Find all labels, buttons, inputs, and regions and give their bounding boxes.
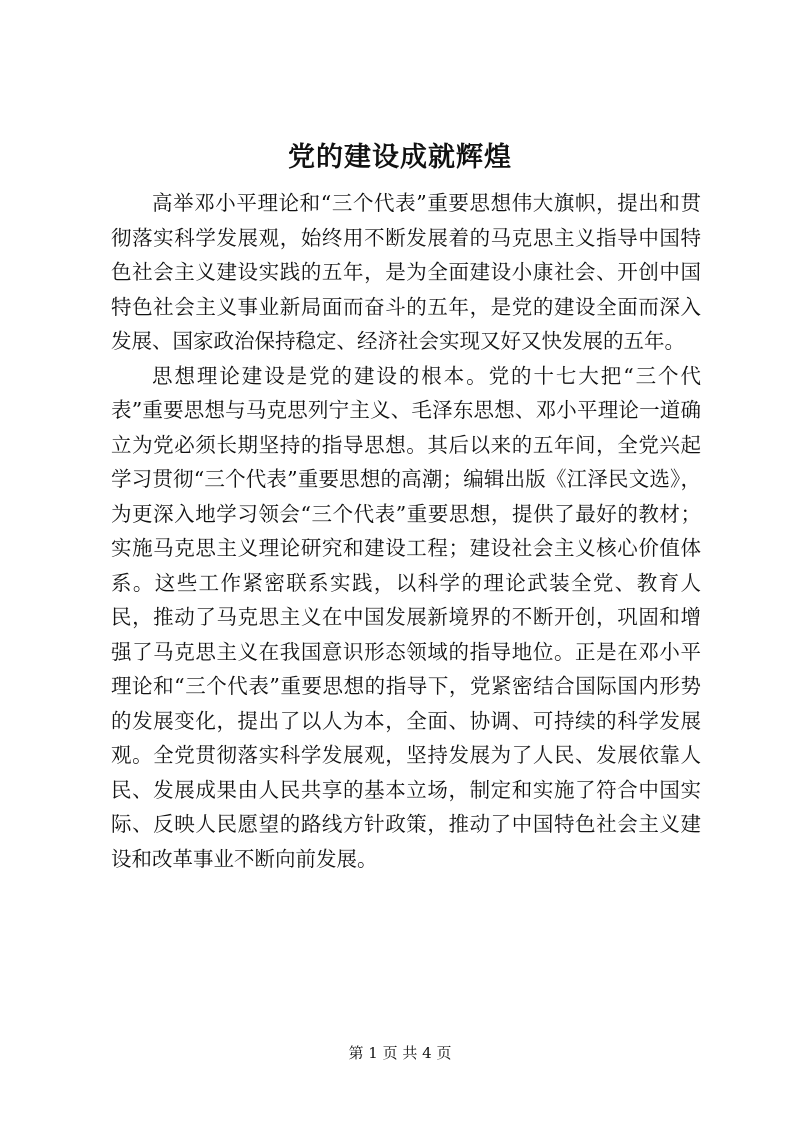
- paragraph-2: 思想理论建设是党的建设的根本。党的十七大把“三个代表”重要思想与马克思列宁主义、毛泽东思想、邓小平理论一道确立为党必须长期坚持的指导思想。其后以来的五年间，全党兴起学习贯彻“三个代表”重要思想的高潮；编辑出版《江泽民文选》，为更深入地学习领会“三个代表”重要思想，提供了最好的教材；实施马克思主义理论研究和建设工程；建设社会主义核心价值体系。这些工作紧密联系实践，以科学的理论武装全党、教育人民，推动了马克思主义在中国发展新境界的不断开创，巩固和增强了马克思主义在我国意识形态领域的指导地位。正是在邓小平理论和“三个代表”重要思想的指导下，党紧密结合国际国内形势的发展变化，提出了以人为本，全面、协调、可持续的科学发展观。全党贯彻落实科学发展观，坚持发展为了人民、发展依靠人民、发展成果由人民共享的基本立场，制定和实施了符合中国实际、反映人民愿望的路线方针政策，推动了中国特色社会主义建设和改革事业不断向前发展。: [111, 363, 701, 871]
- paragraph-1: 高举邓小平理论和“三个代表”重要思想伟大旗帜，提出和贯彻落实科学发展观，始终用不断发展着的马克思主义指导中国特色社会主义建设实践的五年，是为全面建设小康社会、开创中国特色社会主义事业新局面而奋斗的五年，是党的建设全面而深入发展、国家政治保持稳定、经济社会实现又好又快发展的五年。: [111, 191, 701, 353]
- document-body: [111, 186, 701, 876]
- page-footer: 第 1 页 共 4 页: [348, 1044, 452, 1062]
- document-title: 党的建设成就辉煌: [288, 142, 512, 173]
